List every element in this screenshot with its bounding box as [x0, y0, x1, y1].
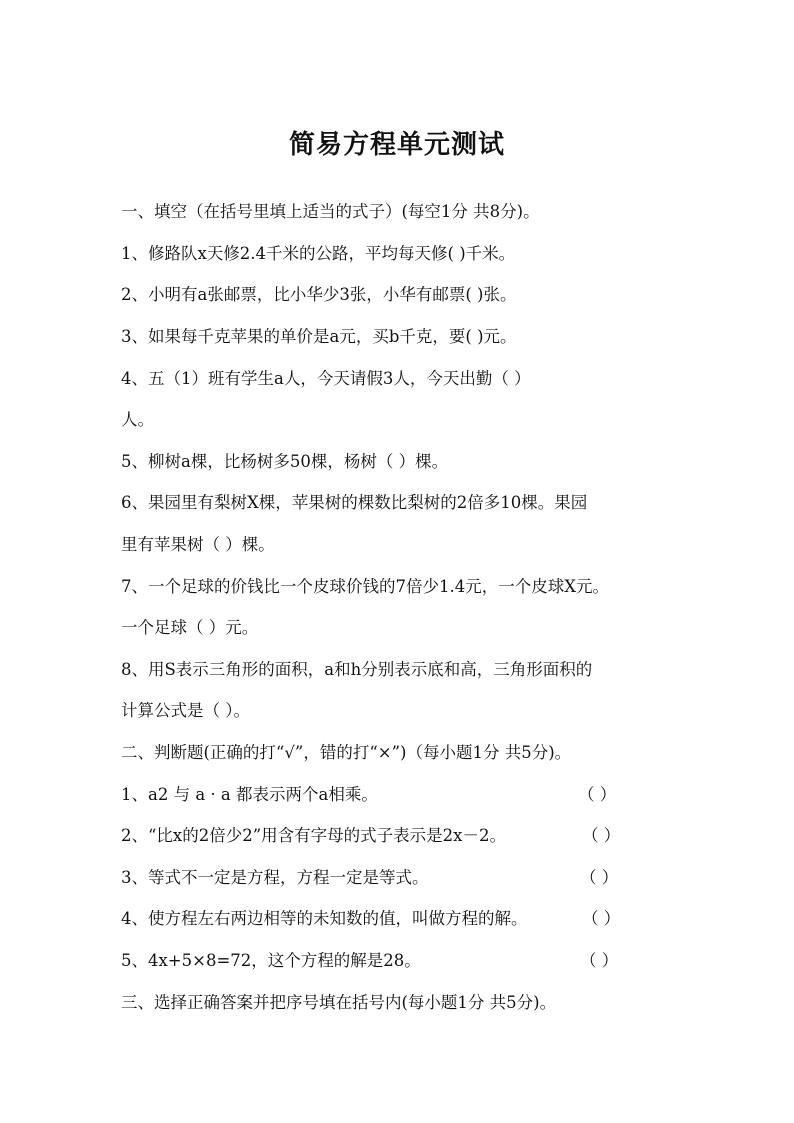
fill-item-2: 2、小明有a张邮票，比小华少3张，小华有邮票( )张。	[121, 285, 517, 304]
fill-item-4-continued: 人。	[121, 410, 154, 429]
section2-heading: 二、判断题(正确的打“√”，错的打“×”)（每小题1分 共5分)。	[121, 743, 572, 762]
judge-item-5: 5、4x+5×8=72，这个方程的解是28。	[121, 951, 421, 970]
fill-item-3: 3、如果每千克苹果的单价是a元，买b千克，要( )元。	[121, 327, 517, 346]
fill-item-5: 5、柳树a棵，比杨树多50棵，杨树（ ）棵。	[121, 452, 449, 471]
section1-heading: 一、填空（在括号里填上适当的式子）(每空1分 共8分)。	[121, 202, 540, 221]
judge-item-2-answer-box: （ ）	[582, 826, 621, 845]
judge-item-1: 1、a2 与 a · a 都表示两个a相乘。	[121, 785, 378, 804]
fill-item-7: 7、一个足球的价钱比一个皮球价钱的7倍少1.4元，一个皮球X元。	[121, 577, 609, 596]
fill-item-7-continued: 一个足球（ ）元。	[121, 618, 259, 637]
fill-item-6-continued: 里有苹果树（ ）棵。	[121, 535, 275, 554]
judge-item-2: 2、“比x的2倍少2”用含有字母的式子表示是2x－2。	[121, 826, 506, 845]
judge-item-5-answer-box: （ ）	[580, 951, 619, 970]
judge-item-3: 3、等式不一定是方程，方程一定是等式。	[121, 868, 429, 887]
fill-item-4: 4、五（1）班有学生a人，今天请假3人，今天出勤（ ）	[121, 369, 531, 388]
judge-item-1-answer-box: （ ）	[578, 785, 617, 804]
judge-item-3-answer-box: （ ）	[580, 868, 619, 887]
fill-item-8-continued: 计算公式是（ ）。	[121, 701, 250, 720]
judge-item-4: 4、使方程左右两边相等的未知数的值，叫做方程的解。	[121, 909, 528, 928]
fill-item-8: 8、用S表示三角形的面积，a和h分别表示底和高，三角形面积的	[121, 660, 593, 679]
fill-item-1: 1、修路队x天修2.4千米的公路，平均每天修( )千米。	[121, 244, 516, 263]
fill-item-6: 6、果园里有梨树X棵，苹果树的棵数比梨树的2倍多10棵。果园	[121, 493, 588, 512]
page-title: 简易方程单元测试	[288, 130, 505, 160]
judge-item-4-answer-box: （ ）	[582, 909, 621, 928]
section3-heading: 三、选择正确答案并把序号填在括号内(每小题1分 共5分)。	[121, 993, 557, 1012]
